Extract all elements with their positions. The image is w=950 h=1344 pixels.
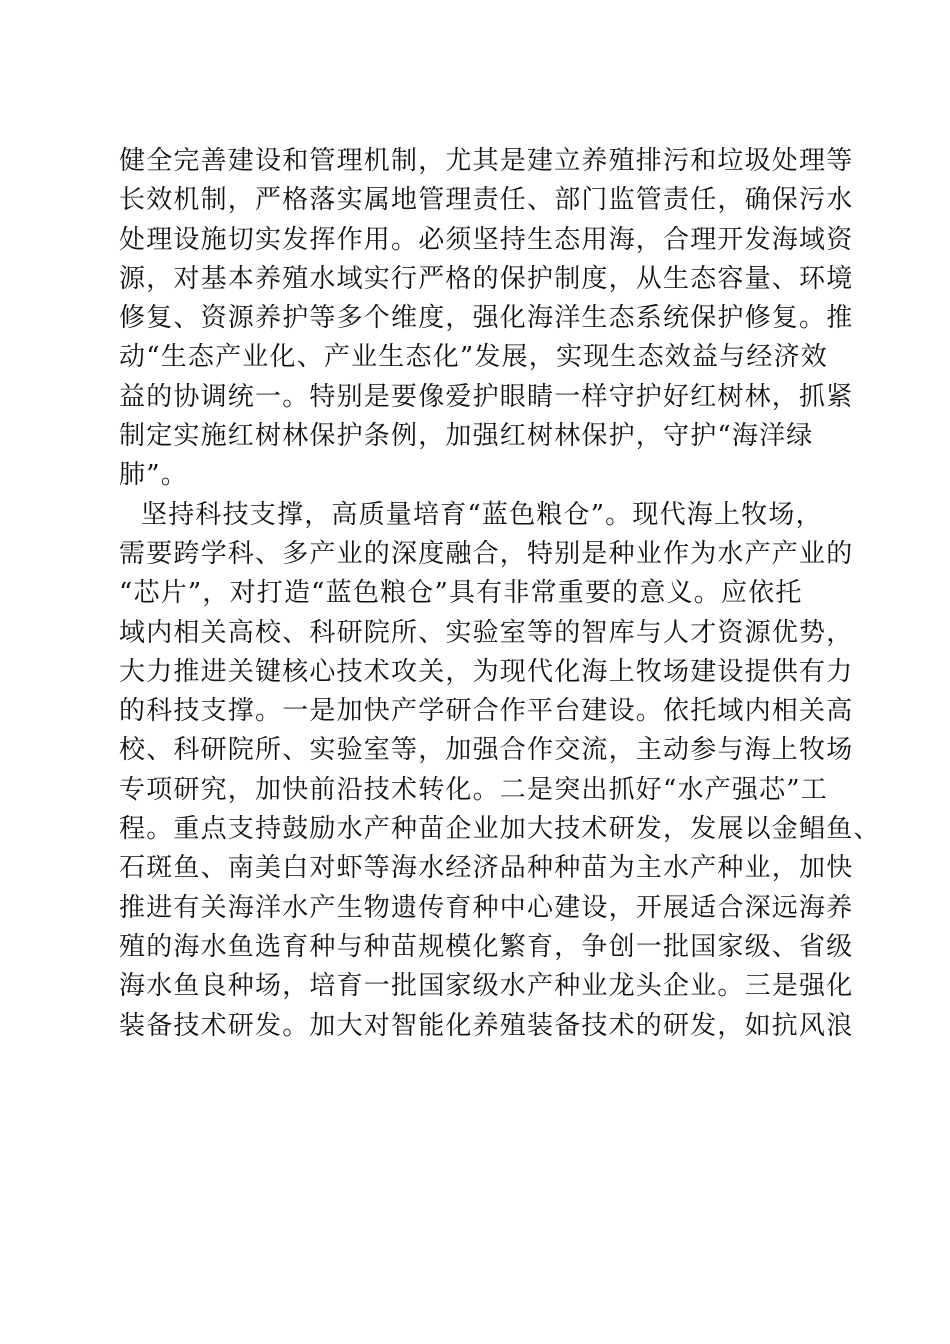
text-line: 源，对基本养殖水域实行严格的保护制度，从生态容量、环境 <box>119 263 854 294</box>
text-line: 石斑鱼、南美白对虾等海水经济品种种苗为主水产种业，加快 <box>119 853 854 884</box>
text-line: 专项研究，加快前沿技术转化。二是突出抓好“水产强芯”工 <box>119 774 828 805</box>
text-line: 健全完善建设和管理机制，尤其是建立养殖排污和垃圾处理等 <box>119 146 854 176</box>
text-line: 海水鱼良种场，培育一批国家级水产种业龙头企业。三是强化 <box>119 971 854 1002</box>
text-line: 殖的海水鱼选育种与种苗规模化繁育，争创一批国家级、省级 <box>119 931 854 962</box>
text-line: 程。重点支持鼓励水产种苗企业加大技术研发，发展以金鲳鱼、 <box>119 814 881 845</box>
text-line: 装备技术研发。加大对智能化养殖装备技术的研发，如抗风浪 <box>119 1010 854 1041</box>
body-text <box>119 142 879 1046</box>
text-line: 肺”。 <box>119 460 188 491</box>
paragraph-start-line: 坚持科技支撑，高质量培育“蓝色粮仓”。现代海上牧场， <box>141 499 823 530</box>
text-line: 需要跨学科、多产业的深度融合，特别是种业作为水产产业的 <box>119 538 854 569</box>
text-line: 处理设施切实发挥作用。必须坚持生态用海，合理开发海域资 <box>119 224 854 255</box>
text-line: 制定实施红树林保护条例，加强红树林保护，守护“海洋绿 <box>119 421 814 452</box>
text-line: “芯片”，对打造“蓝色粮仓”具有非常重要的意义。应依托 <box>119 578 803 609</box>
text-line: 推进有关海洋水产生物遗传育种中心建设，开展适合深远海养 <box>119 892 854 923</box>
text-line: 的科技支撑。一是加快产学研合作平台建设。依托域内相关高 <box>119 696 854 727</box>
text-line: 大力推进关键核心技术攻关，为现代化海上牧场建设提供有力 <box>119 656 854 687</box>
text-line: 动“生态产业化、产业生态化”发展，实现生态效益与经济效 <box>119 342 828 373</box>
text-line: 修复、资源养护等多个维度，强化海洋生态系统保护修复。推 <box>119 303 854 334</box>
text-line: 益的协调统一。特别是要像爱护眼睛一样守护好红树林，抓紧 <box>119 381 854 412</box>
text-line: 域内相关高校、科研院所、实验室等的智库与人才资源优势， <box>119 617 854 648</box>
text-line: 长效机制，严格落实属地管理责任、部门监管责任，确保污水 <box>119 185 854 216</box>
text-line: 校、科研院所、实验室等，加强合作交流，主动参与海上牧场 <box>119 735 854 766</box>
